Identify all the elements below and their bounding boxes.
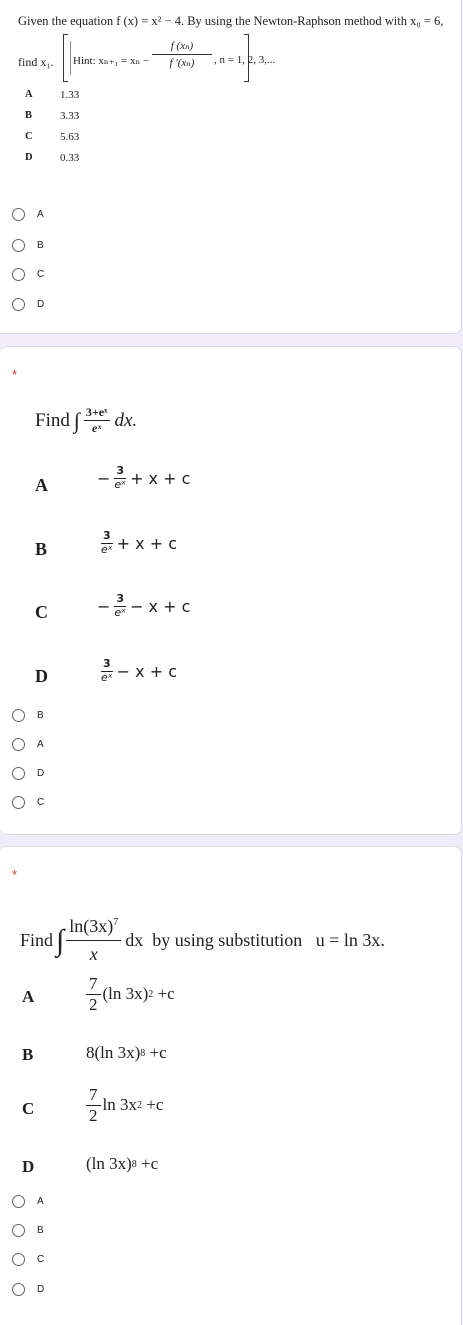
option-letter-c: C (35, 602, 48, 622)
radio-label: C (37, 268, 45, 280)
sign: − (97, 468, 111, 488)
integrand-denominator: x (89, 943, 98, 964)
option-expression-a (86, 974, 175, 1014)
remainder: − x + c (130, 596, 191, 616)
numerator: 7 (86, 1085, 101, 1106)
integrand-numerator: 3+eˣ (84, 406, 110, 421)
option-value-d: 0.33 (60, 152, 80, 164)
required-asterisk: * (12, 867, 18, 882)
radio-option-d[interactable] (12, 1279, 44, 1299)
numerator: 3 (116, 592, 125, 605)
denominator: eˣ (101, 670, 113, 684)
fraction (113, 593, 127, 619)
sign: − (97, 596, 111, 616)
option-letter-b: B (35, 539, 48, 559)
radio-option-b[interactable] (12, 235, 44, 255)
option-expression-c (86, 1085, 163, 1125)
radio-label: A (37, 1195, 44, 1207)
radio-option-d[interactable] (12, 763, 44, 783)
radio-option-c[interactable] (12, 264, 44, 284)
integral-sign-icon: ∫ (73, 407, 80, 433)
remainder: +c (153, 984, 175, 1004)
radio-circle[interactable] (12, 796, 25, 809)
option-letter-b: B (25, 110, 33, 121)
option-expression-c (97, 593, 190, 619)
denominator: 2 (89, 1105, 98, 1125)
body: 8(ln 3x) (86, 1043, 141, 1062)
required-asterisk: * (12, 367, 18, 382)
radio-circle[interactable] (12, 208, 25, 221)
option-expression-d (97, 658, 177, 684)
radio-label: D (37, 298, 45, 310)
hint-divider (70, 41, 71, 75)
radio-option-a[interactable] (12, 1191, 44, 1211)
remainder: +c (145, 1043, 167, 1062)
radio-label: B (37, 709, 44, 721)
denominator: 2 (89, 994, 98, 1014)
radio-circle[interactable] (12, 298, 25, 311)
radio-label: B (37, 239, 44, 251)
remainder: − x + c (116, 661, 177, 681)
option-expression-a (97, 465, 190, 491)
question-tail: dx by using substitution u = ln 3x. (125, 930, 385, 951)
integrand-fraction (66, 916, 121, 965)
radio-option-b[interactable] (12, 705, 44, 725)
hint-numerator: f (xₙ) (152, 39, 212, 55)
denominator: eˣ (101, 542, 113, 556)
find-word: Find (20, 930, 54, 951)
option-value-c: 5.63 (60, 131, 80, 143)
integrand-fraction (84, 406, 110, 435)
exponent: 2 (148, 988, 154, 1000)
remainder: + x + c (130, 468, 191, 488)
hint-box (63, 35, 276, 81)
exponent: 8 (140, 1047, 146, 1059)
radio-label: A (37, 208, 44, 220)
option-letter-a: A (35, 475, 48, 495)
option-value-a: 1.33 (60, 89, 80, 101)
option-letter-c: C (25, 131, 33, 142)
radio-label: D (37, 767, 45, 779)
fraction (86, 974, 101, 1014)
hint-fraction (152, 39, 212, 69)
fraction (100, 658, 114, 684)
radio-circle[interactable] (12, 1283, 25, 1296)
body: (ln 3x) (86, 1154, 132, 1173)
radio-label: C (37, 796, 45, 808)
body: (ln 3x) (102, 984, 149, 1004)
hint-label: Hint: xₙ₊₁ = xₙ − (73, 55, 150, 67)
option-letter-a: A (22, 987, 35, 1006)
question-text (35, 406, 137, 435)
radio-circle[interactable] (12, 738, 25, 751)
option-letter-c: C (22, 1099, 35, 1118)
integrand-numerator (66, 916, 121, 941)
numerator-exponent: 7 (113, 917, 119, 928)
numerator: 7 (86, 974, 101, 995)
remainder: + x + c (116, 533, 177, 553)
denominator: eˣ (114, 477, 127, 491)
question-text: Given the equation f (x) = x² − 4. By using the Newton-Raphson method with x₀ = 6, (18, 14, 444, 28)
radio-circle[interactable] (12, 709, 25, 722)
option-letter-d: D (22, 1157, 35, 1176)
remainder: +c (136, 1154, 159, 1173)
radio-label: C (37, 1253, 45, 1265)
option-expression-b (97, 530, 177, 556)
radio-option-b[interactable] (12, 1220, 44, 1240)
integral-sign-icon: ∫ (56, 923, 65, 957)
radio-label: D (37, 1283, 45, 1295)
radio-option-a[interactable] (12, 734, 44, 754)
fraction (113, 465, 127, 491)
radio-option-c[interactable] (12, 1249, 44, 1269)
remainder: +c (141, 1095, 164, 1115)
radio-circle[interactable] (12, 767, 25, 780)
option-letter-d: D (25, 152, 33, 163)
denominator: eˣ (114, 605, 127, 619)
numerator-body: ln(3x) (69, 916, 114, 936)
hint-denominator: f ′(xₙ) (169, 57, 195, 69)
option-expression-d (86, 1154, 158, 1174)
radio-circle[interactable] (12, 1195, 25, 1208)
radio-circle[interactable] (12, 268, 25, 281)
numerator: 3 (116, 464, 125, 477)
numerator: 3 (103, 529, 111, 542)
question-card-3 (0, 846, 462, 1325)
option-value-b: 3.33 (60, 110, 80, 122)
numerator: 3 (103, 657, 111, 670)
question-text (20, 916, 385, 965)
radio-label: B (37, 1224, 44, 1236)
option-letter-a: A (25, 89, 33, 100)
radio-option-c[interactable] (12, 792, 44, 812)
question-card-1 (0, 0, 462, 334)
differential: dx. (114, 409, 138, 431)
exponent: 2 (136, 1099, 142, 1111)
question-card-2 (0, 346, 462, 835)
question-find-text: find x₁. (18, 55, 54, 69)
fraction (100, 530, 114, 556)
fraction (86, 1085, 101, 1125)
radio-option-d[interactable] (12, 294, 44, 314)
option-letter-d: D (35, 666, 48, 686)
option-expression-b (86, 1043, 167, 1063)
radio-circle[interactable] (12, 1253, 25, 1266)
integrand-denominator: eˣ (91, 421, 102, 436)
hint-tail: , n = 1, 2, 3,... (214, 54, 276, 66)
radio-circle[interactable] (12, 239, 25, 252)
body: ln 3x (102, 1095, 137, 1115)
find-word: Find (35, 409, 70, 431)
radio-option-a[interactable] (12, 204, 44, 224)
option-letter-b: B (22, 1045, 34, 1064)
radio-label: A (37, 738, 44, 750)
exponent: 8 (131, 1158, 137, 1170)
radio-circle[interactable] (12, 1224, 25, 1237)
